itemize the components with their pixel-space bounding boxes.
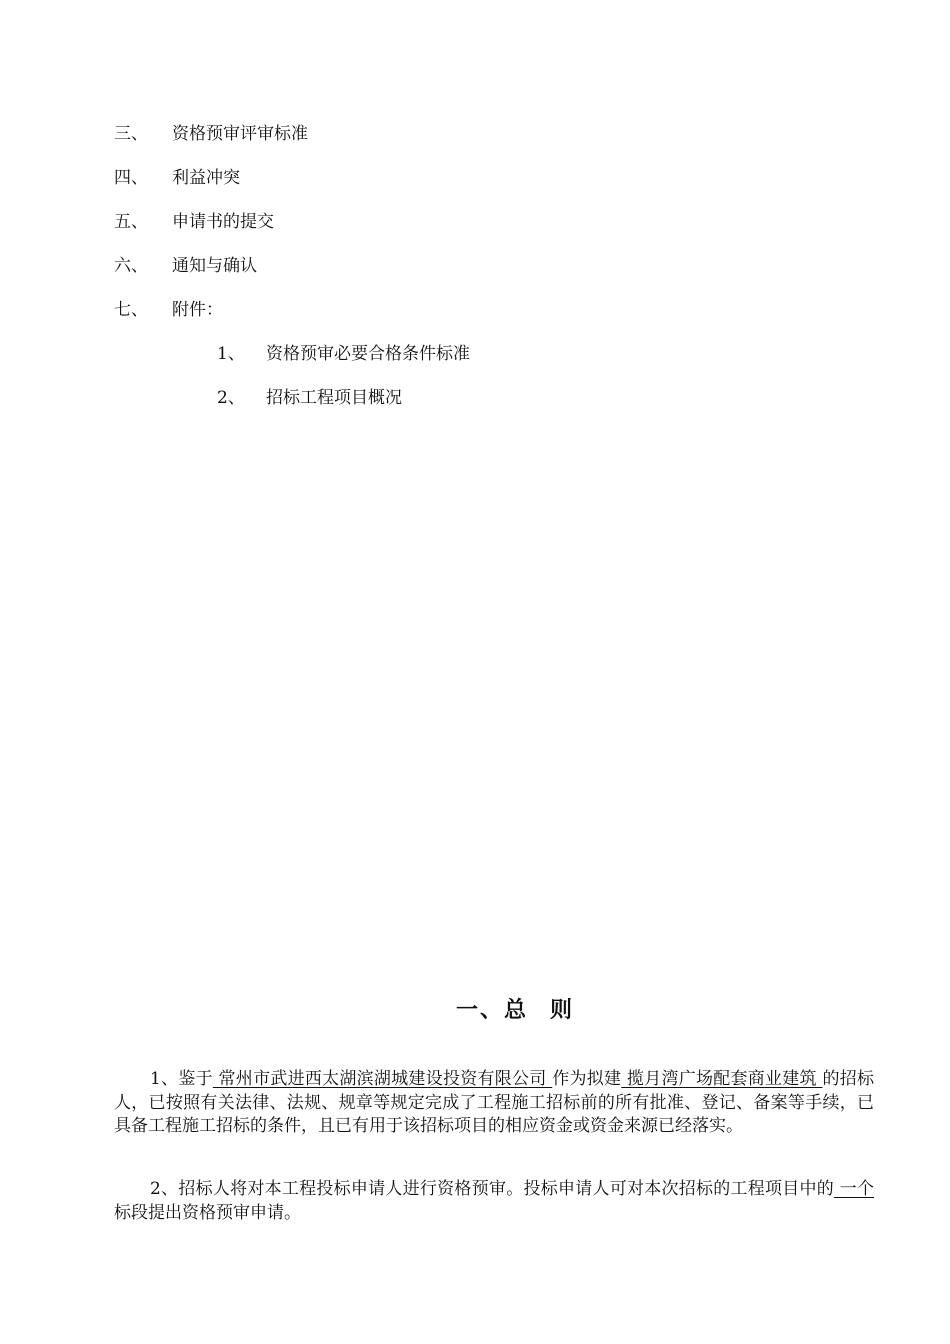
toc-number: 六、 — [114, 256, 148, 276]
toc-item-4 — [114, 156, 874, 200]
section-title-part1: 一、总 — [455, 997, 528, 1023]
toc-subitem-1 — [114, 332, 874, 376]
paragraph-1-rest: 的招标人，已按照有关法律、法规、规章等规定完成了工程施工招标前的所有批准、登记、备案等手续，已具备工程施工招标的条件，且已有用于该招标项目的相应资金或资金来源已经落实。 — [114, 1069, 875, 1136]
toc-sub-label: 资格预审必要合格条件标准 — [266, 344, 470, 364]
paragraph-2-rest: 标段提出资格预审申请。 — [114, 1202, 301, 1223]
toc-number: 三、 — [114, 124, 148, 144]
section-title-part2: 则 — [550, 997, 575, 1023]
toc-label: 资格预审评审标准 — [172, 124, 308, 144]
table-of-contents — [114, 112, 874, 420]
toc-label: 通知与确认 — [172, 256, 257, 276]
toc-item-5 — [114, 200, 874, 244]
toc-subitem-2 — [114, 376, 874, 420]
project-name: 揽月湾广场配套商业建筑 — [621, 1069, 823, 1089]
toc-sub-label: 招标工程项目概况 — [266, 388, 402, 408]
toc-item-6 — [114, 244, 874, 288]
section-count: 一个 — [834, 1179, 874, 1199]
company-name: 常州市武进西太湖滨湖城建设投资有限公司 — [212, 1069, 553, 1089]
toc-sub-number: 1、 — [217, 344, 245, 364]
toc-item-7 — [114, 288, 874, 332]
toc-number: 五、 — [114, 212, 148, 232]
toc-label: 利益冲突 — [172, 168, 240, 188]
toc-label: 附件： — [172, 300, 223, 320]
paragraph-1-mid: 作为拟建 — [552, 1069, 622, 1089]
toc-number: 四、 — [114, 168, 148, 188]
paragraph-1 — [114, 1068, 874, 1139]
paragraph-2 — [114, 1178, 874, 1225]
section-title — [0, 992, 950, 1028]
paragraph-1-prefix: 1、鉴于 — [150, 1069, 213, 1089]
toc-sub-number: 2、 — [217, 388, 245, 408]
toc-item-3 — [114, 112, 874, 156]
toc-number: 七、 — [114, 300, 148, 320]
paragraph-2-prefix: 2、招标人将对本工程投标申请人进行资格预审。投标申请人可对本次招标的工程项目中的 — [150, 1179, 835, 1199]
toc-label: 申请书的提交 — [172, 212, 274, 232]
